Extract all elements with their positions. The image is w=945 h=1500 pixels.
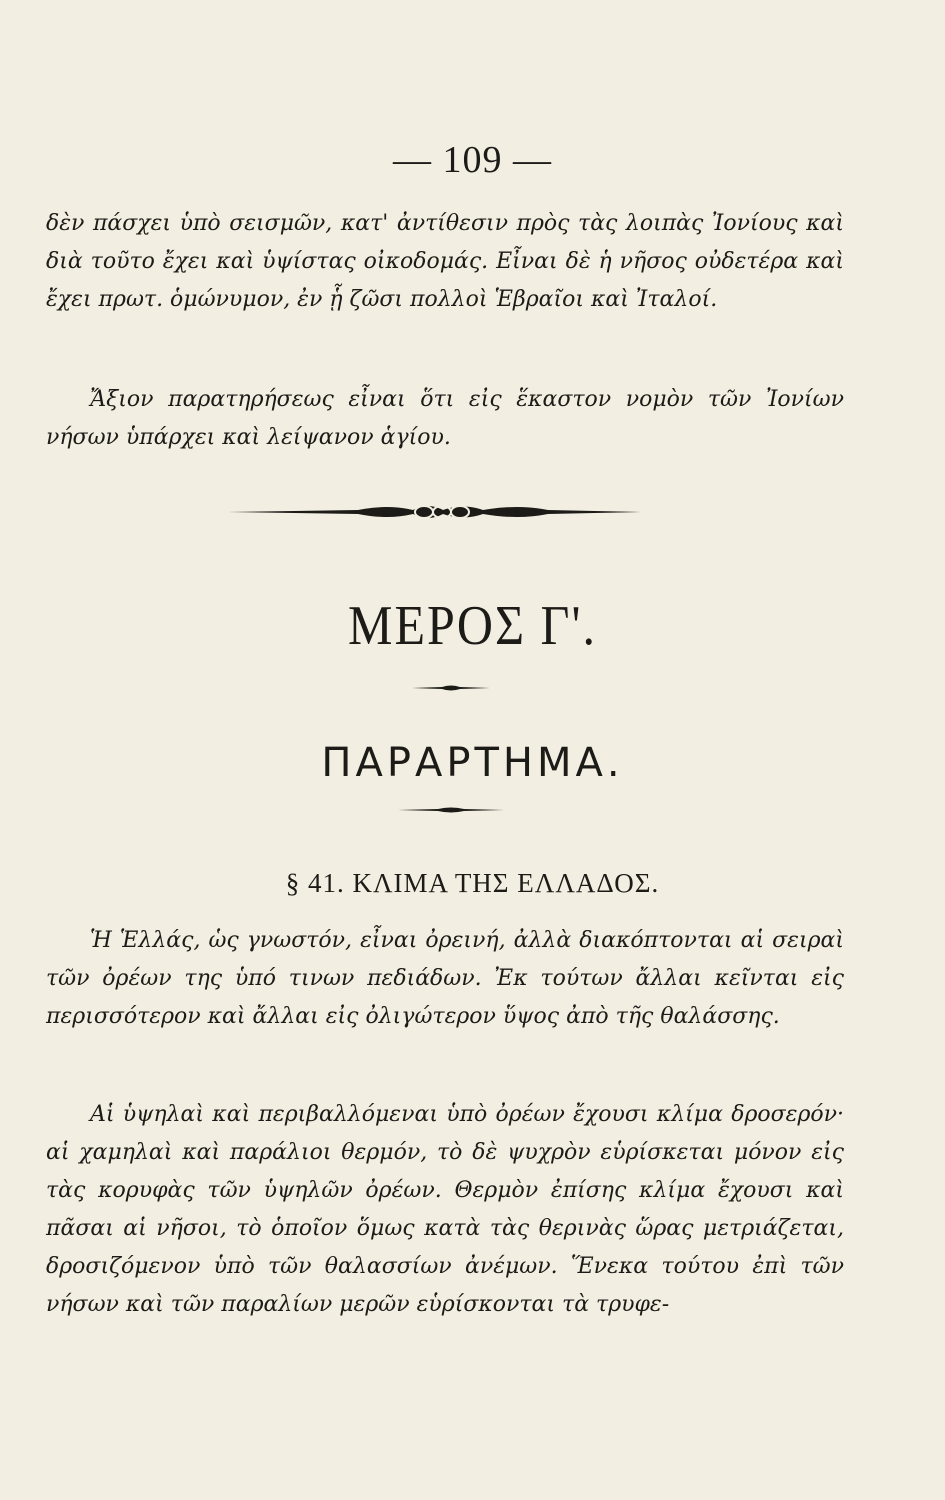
appendix-title: ΠΑΡΑΡΤΗΜΑ. bbox=[321, 740, 624, 786]
subtitle-rule bbox=[398, 806, 504, 814]
part-title: ΜΕΡΟΣ Γ'. bbox=[348, 593, 597, 657]
section-paragraph: Ἡ Ἑλλάς, ὡς γνωστόν, εἶναι ὀρεινή, ἀλλὰ διακόπτονται αἱ σειραὶ τῶν ὀρέων της ὑπό τινων πεδιάδων. Ἐκ τούτων ἄλλαι κεῖνται εἰς περισσότερον καὶ ἄλλαι εἰς ὀλιγώτερον ὕψος ἀπὸ τῆς θαλάσσης. bbox=[46, 928, 844, 1029]
page-number: — 109 — bbox=[393, 139, 552, 181]
section-heading: § 41. ΚΛΙΜΑ ΤΗΣ ΕΛΛΑΔΟΣ. bbox=[285, 868, 660, 898]
section-paragraph: Αἱ ὑψηλαὶ καὶ περιβαλλόμεναι ὑπὸ ὀρέων ἔχουσι κλίμα δροσερόν· αἱ χαμηλαὶ καὶ παράλιοι θερμόν, τὸ δὲ ψυχρὸν εὑρίσκεται μόνον εἰς τὰς κορυφὰς τῶν ὑψηλῶν ὀρέων. Θερμὸν ἐπίσης κλίμα ἔχουσι καὶ πᾶσαι αἱ νῆσοι, τὸ ὁποῖον ὅμως κατὰ τὰς θερινὰς ὥρας μετριάζεται, δροσιζόμενον ὑπὸ τῶν θαλασσίων ἀνέμων. Ἕνεκα τούτου ἐπὶ τῶν νήσων καὶ τῶν παραλίων μερῶν εὑρίσκονται τὰ τρυφε- bbox=[46, 1102, 844, 1317]
title-rule bbox=[412, 684, 490, 692]
body-paragraph: δὲν πάσχει ὑπὸ σεισμῶν, κατ' ἀντίθεσιν πρὸς τὰς λοιπὰς Ἰονίους καὶ διὰ τοῦτο ἔχει καὶ ὑψίστας οἰκοδομάς. Εἶναι δὲ ἡ νῆσος οὐδετέρα καὶ ἔχει πρωτ. ὁμώνυμον, ἐν ᾗ ζῶσι πολλοὶ Ἑβραῖοι καὶ Ἰταλοί. bbox=[46, 211, 844, 312]
ornamental-divider bbox=[228, 497, 642, 527]
body-paragraph: Ἄξιον παρατηρήσεως εἶναι ὅτι εἰς ἕκαστον νομὸν τῶν Ἰονίων νήσων ὑπάρχει καὶ λείψανον ἁγίου. bbox=[46, 387, 844, 450]
